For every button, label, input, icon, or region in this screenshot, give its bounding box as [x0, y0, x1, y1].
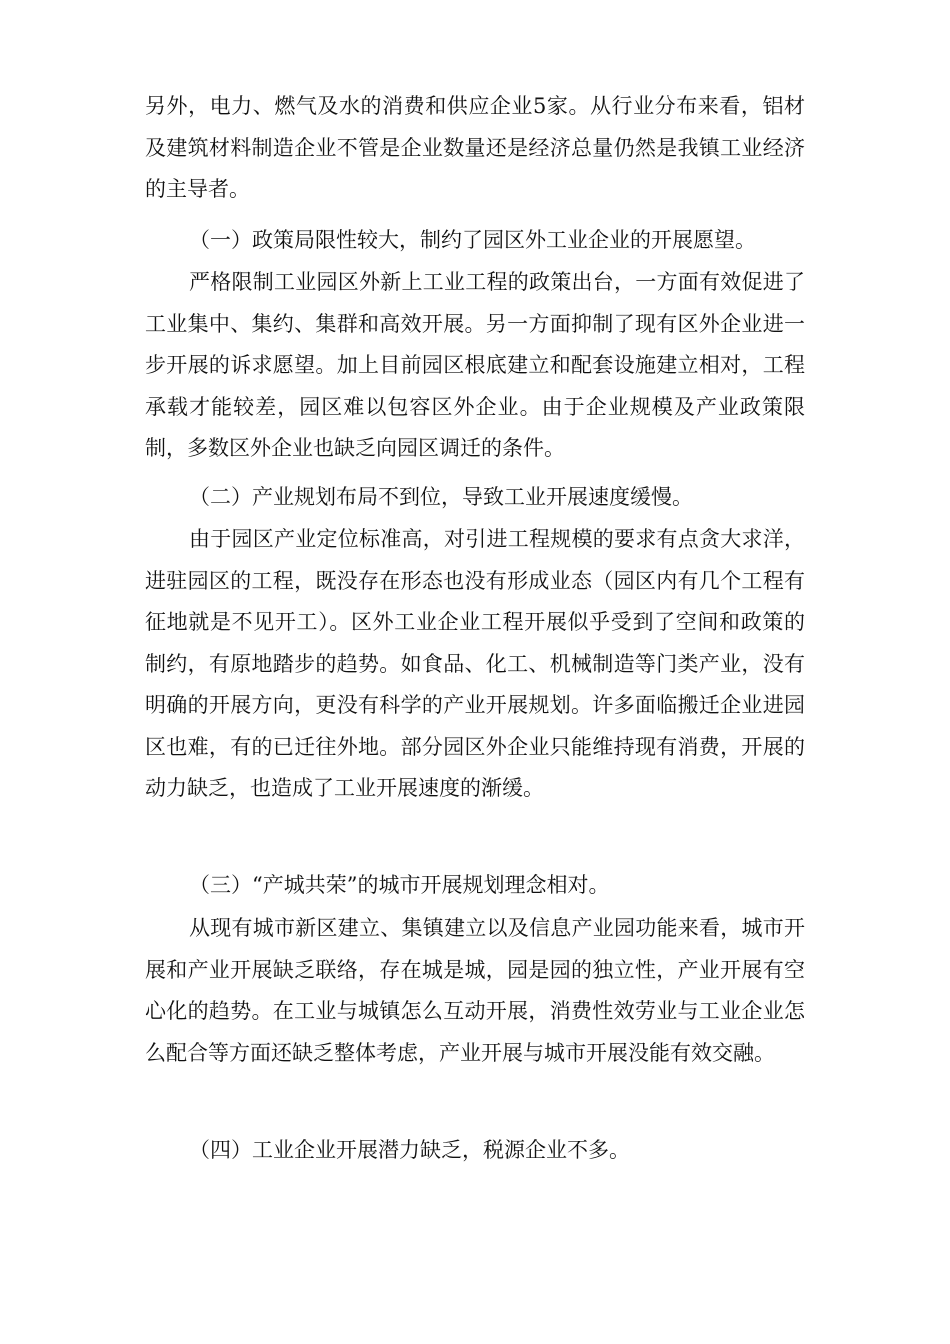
- body-paragraph: 另外，电力、燃气及水的消费和供应企业5家。从行业分布来看，铝材及建筑材料制造企业不管是企业数量还是经济总量仍然是我镇工业经济的主导者。: [145, 94, 805, 201]
- section-heading-3: （三）“产城共荣”的城市开展规划理念相对。: [189, 873, 610, 897]
- section-heading-2: （二）产业规划布局不到位，导致工业开展速度缓慢。: [189, 485, 693, 509]
- body-paragraph: 严格限制工业园区外新上工业工程的政策出台，一方面有效促进了工业集中、集约、集群和高效开展。另一方面抑制了现有区外企业进一步开展的诉求愿望。加上目前园区根底建立和配套设施建立相对，工程承载才能较差，园区难以包容区外企业。由于企业规模及产业政策限制，多数区外企业也缺乏向园区调迁的条件。: [145, 270, 805, 460]
- section-heading-1: （一）政策局限性较大，制约了园区外工业企业的开展愿望。: [189, 228, 756, 252]
- body-paragraph: 从现有城市新区建立、集镇建立以及信息产业园功能来看，城市开展和产业开展缺乏联络，存在城是城，园是园的独立性，产业开展有空心化的趋势。在工业与城镇怎么互动开展，消费性效劳业与工业企业怎么配合等方面还缺乏整体考虑，产业开展与城市开展没能有效交融。: [145, 916, 805, 1065]
- section-heading-4: （四）工业企业开展潜力缺乏，税源企业不多。: [189, 1138, 630, 1162]
- body-paragraph: 由于园区产业定位标准高，对引进工程规模的要求有点贪大求洋，进驻园区的工程，既没存在形态也没有形成业态（园区内有几个工程有征地就是不见开工）。区外工业企业工程开展似乎受到了空间和政策的制约，有原地踏步的趋势。如食品、化工、机械制造等门类产业，没有明确的开展方向，更没有科学的产业开展规划。许多面临搬迁企业进园区也难，有的已迁往外地。部分园区外企业只能维持现有消费，开展的动力缺乏，也造成了工业开展速度的渐缓。: [145, 527, 805, 800]
